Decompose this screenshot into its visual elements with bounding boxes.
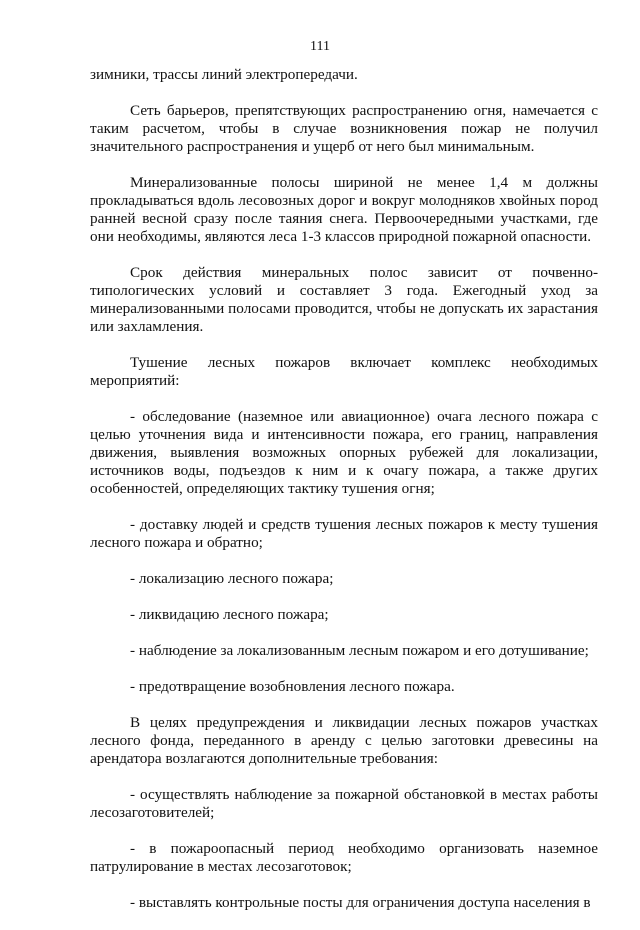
page-number: 111: [310, 39, 330, 54]
list-item-inspection: - обследование (наземное или авиационное) очага лесного пожара с целью уточнения вида и интенсивности пожара, его границ, направления движения, выявления возможных опорных рубежей для локализации, источников воды, подъездов к ним и к очагу пожара, а также других особенностей, определяющих тактику тушения огня;: [90, 408, 598, 497]
list-item-checkpoints: - выставлять контрольные посты для ограничения доступа населения в: [130, 894, 591, 911]
paragraph-strip-duration: Срок действия минеральных полос зависит от почвенно-типологических условий и составляет 3 года. Ежегодный уход за минерализованными полосами проводится, чтобы не допускать их зарастания или захламления.: [90, 264, 598, 335]
list-item-patrol: - в пожароопасный период необходимо организовать наземное патрулирование в местах лесозаготовок;: [90, 840, 598, 875]
paragraph-barriers: Сеть барьеров, препятствующих распространению огня, намечается с таким расчетом, чтобы в случае возникновения пожар не получил значительного распространения и ущерб от него был минимальным.: [90, 102, 598, 155]
list-item-liquidation: - ликвидацию лесного пожара;: [130, 606, 329, 623]
paragraph-continuation: зимники, трассы линий электропередачи.: [90, 66, 358, 83]
paragraph-lease-requirements: В целях предупреждения и ликвидации лесных пожаров участках лесного фонда, переданного в аренду с целью заготовки древесины на арендатора возлагаются дополнительные требования:: [90, 714, 598, 767]
list-item-observation: - осуществлять наблюдение за пожарной обстановкой в местах работы лесозаготовителей;: [90, 786, 598, 821]
list-item-delivery: - доставку людей и средств тушения лесных пожаров к месту тушения лесного пожара и обратно;: [90, 516, 598, 551]
document-body: [90, 66, 598, 930]
list-item-prevention: - предотвращение возобновления лесного пожара.: [130, 678, 455, 695]
paragraph-mineral-strips: Минерализованные полосы шириной не менее 1,4 м должны прокладываться вдоль лесовозных дорог и вокруг молодняков хвойных пород ранней весной сразу после таяния снега. Первоочередными участками, где они необходимы, являются леса 1-3 классов природной пожарной опасности.: [90, 174, 598, 245]
list-item-monitoring: - наблюдение за локализованным лесным пожаром и его дотушивание;: [130, 642, 589, 659]
list-item-localization: - локализацию лесного пожара;: [130, 570, 334, 587]
paragraph-firefighting-intro: Тушение лесных пожаров включает комплекс необходимых мероприятий:: [90, 354, 598, 389]
